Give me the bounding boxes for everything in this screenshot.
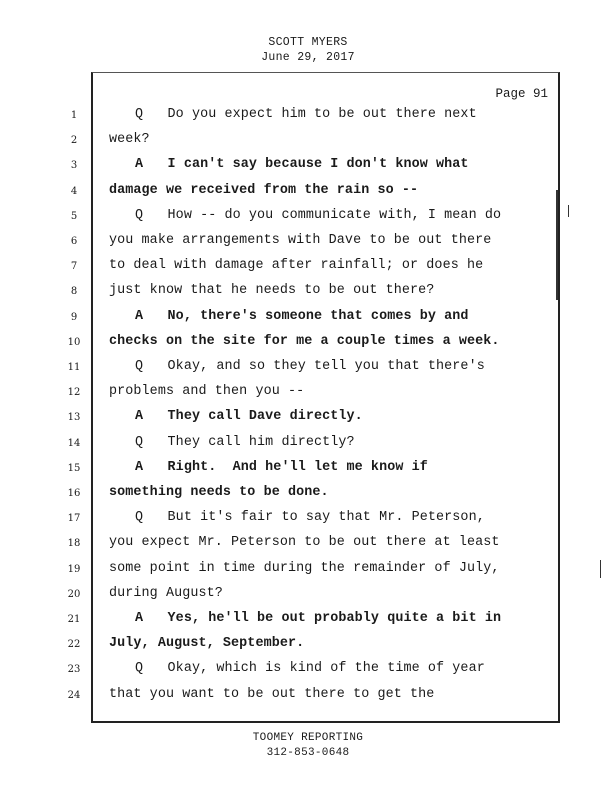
transcript-line (0, 107, 616, 132)
line-number: 8 (70, 286, 78, 298)
transcript-line (0, 258, 616, 283)
line-text: Q Okay, and so they tell you that there's (135, 359, 485, 374)
line-text: A Right. And he'll let me know if (135, 459, 428, 475)
transcript-line (0, 334, 616, 359)
reporter-name: TOOMEY REPORTING (252, 732, 364, 744)
line-text: that you want to be out there to get the (109, 686, 435, 702)
line-number: 18 (67, 538, 81, 550)
line-text: A I can't say because I don't know what (135, 157, 469, 173)
transcript-line (0, 636, 616, 661)
line-text: A No, there's someone that comes by and (135, 308, 469, 324)
line-text: Q How -- do you communicate with, I mean do (135, 207, 502, 223)
line-number: 12 (67, 387, 81, 399)
line-text: Q They call him directly? (135, 434, 355, 450)
line-number: 16 (67, 488, 81, 499)
line-number: 11 (67, 362, 81, 373)
line-text: problems and then you -- (109, 384, 305, 400)
transcript-line (0, 586, 616, 611)
transcript-line (0, 561, 616, 586)
transcript-line (0, 661, 616, 686)
line-text: Q Okay, which is kind of the time of year (135, 661, 485, 677)
reporter-phone: 312-853-0648 (266, 747, 350, 759)
line-text: damage we received from the rain so -- (109, 182, 419, 198)
line-text: A Yes, he'll be out probably quite a bit in (135, 611, 502, 626)
line-number: 17 (67, 513, 81, 525)
transcript-line (0, 384, 616, 409)
transcript-line (0, 510, 616, 535)
line-text: during August? (109, 585, 223, 601)
witness-name: SCOTT MYERS (268, 36, 348, 49)
line-number: 21 (67, 614, 81, 625)
line-number: 24 (67, 689, 81, 701)
line-number: 1 (70, 110, 78, 121)
transcript-line (0, 409, 616, 434)
line-number: 10 (67, 336, 81, 348)
line-number: 14 (67, 437, 81, 449)
line-number: 23 (67, 664, 81, 676)
line-number: 20 (67, 588, 81, 600)
line-number: 3 (70, 160, 78, 172)
line-number: 7 (70, 261, 78, 273)
transcript-line (0, 485, 616, 510)
line-number: 13 (67, 412, 81, 424)
deposition-date: June 29, 2017 (261, 51, 355, 64)
line-text: July, August, September. (109, 636, 305, 652)
transcript-line (0, 233, 616, 258)
line-text: A They call Dave directly. (135, 409, 363, 425)
transcript-line (0, 611, 616, 636)
line-text: you expect Mr. Peterson to be out there at least (109, 535, 500, 551)
transcript-line (0, 283, 616, 308)
transcript-line (0, 435, 616, 460)
line-text: some point in time during the remainder of July, (109, 560, 500, 576)
transcript-line (0, 132, 616, 157)
line-text: to deal with damage after rainfall; or does he (109, 258, 484, 274)
line-text: just know that he needs to be out there? (109, 283, 435, 299)
line-text: you make arrangements with Dave to be out there (109, 233, 492, 248)
line-number: 9 (70, 311, 78, 323)
transcript-line (0, 208, 616, 233)
line-text: Q But it's fair to say that Mr. Peterson, (135, 510, 485, 526)
line-text: something needs to be done. (109, 485, 329, 500)
line-number: 19 (67, 563, 81, 575)
line-number: 22 (67, 639, 81, 651)
line-number: 6 (70, 236, 78, 247)
line-text: checks on the site for me a couple times a week. (109, 333, 500, 349)
transcript-line (0, 359, 616, 384)
line-number: 15 (67, 462, 81, 474)
page-number: Page 91 (495, 87, 548, 101)
transcript-line (0, 183, 616, 208)
line-text: week? (109, 132, 150, 148)
transcript-line (0, 309, 616, 334)
line-number: 4 (70, 185, 78, 197)
transcript-line (0, 460, 616, 485)
line-number: 2 (70, 135, 78, 147)
transcript-line (0, 157, 616, 182)
line-text: Q Do you expect him to be out there next (135, 107, 477, 122)
transcript-line (0, 535, 616, 560)
line-number: 5 (70, 210, 78, 222)
transcript-line (0, 687, 616, 712)
